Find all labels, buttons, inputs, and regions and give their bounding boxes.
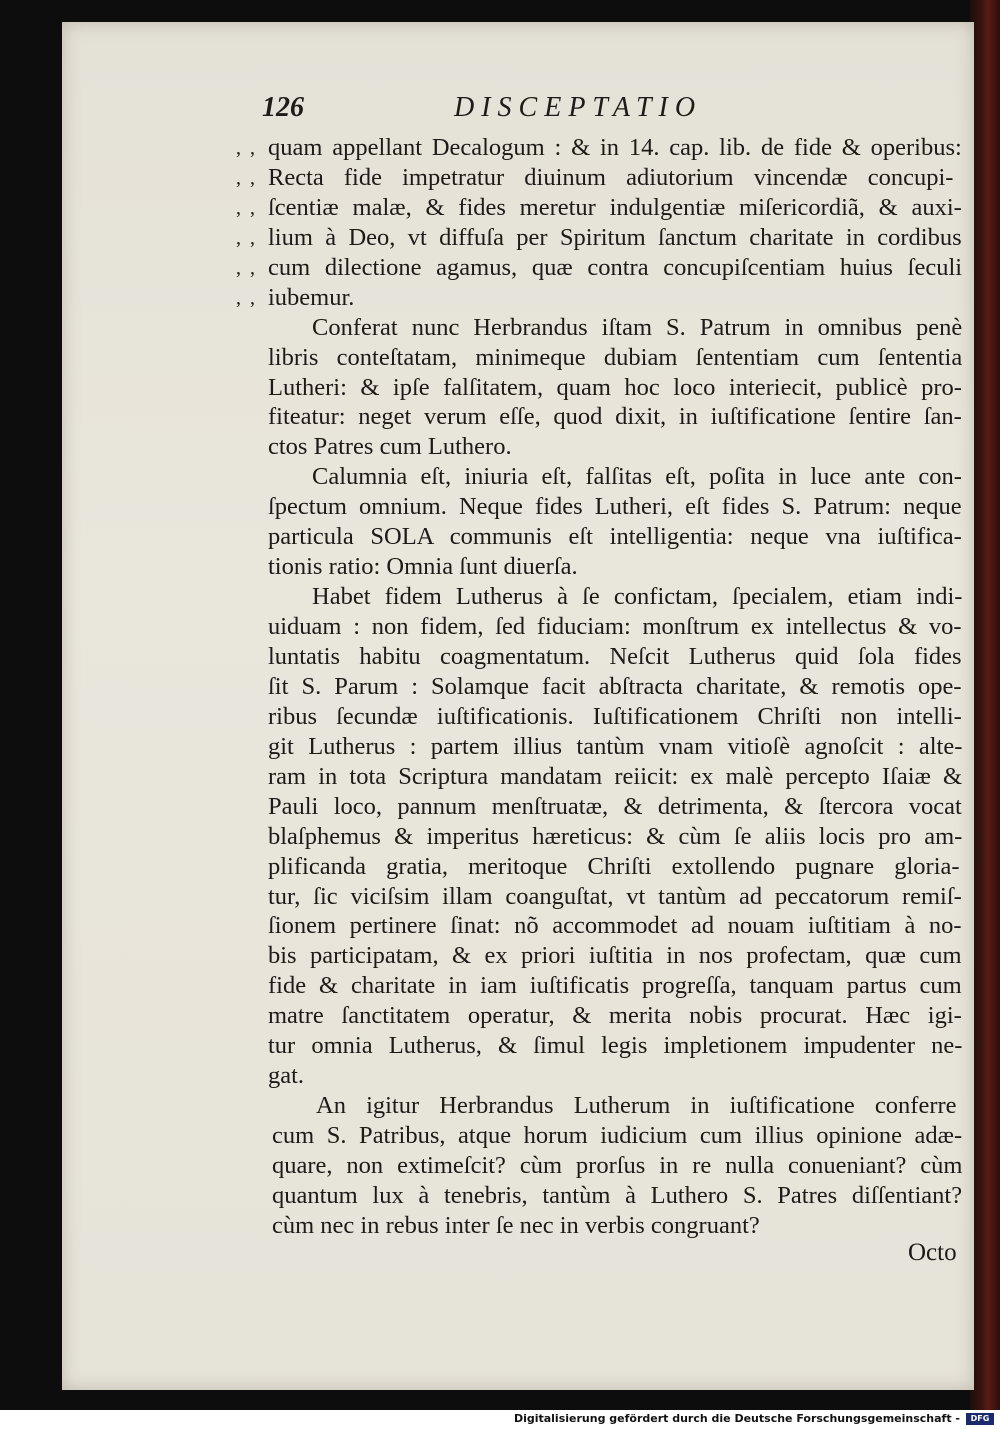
text-line: cùm nec in rebus inter ſe nec in verbis congruant? (272, 1211, 760, 1239)
book-edge (970, 0, 1000, 1410)
text-line: fide & charitate in iam iuſtificatis progreſſa, tanquam partus cum (268, 972, 962, 1000)
text-line: bis participatam, & ex priori iuſtitia in nos profectam, quæ cum (268, 942, 962, 970)
text-line: Habet fidem Lutherus à ſe confictam, ſpecialem, etiam indi- (312, 583, 963, 611)
running-head (262, 92, 962, 132)
text-line: An igitur Herbrandus Lutherum in iuſtificatione conferre (316, 1092, 957, 1120)
page-number: 126 (262, 92, 304, 123)
text-line: matre ſanctitatem operatur, & merita nobis procurat. Hæc igi- (268, 1002, 962, 1030)
text-line: lium à Deo, vt diffuſa per Spiritum ſanctum charitate in cordibus (268, 223, 962, 251)
text-line: tur omnia Lutherus, & ſimul legis impletionem impudenter ne- (268, 1032, 963, 1060)
text-line: quam appellant Decalogum : & in 14. cap. lib. de fide & operibus: (268, 134, 962, 161)
text-line: quantum lux à tenebris, tantùm à Luthero S. Patres diſſentiant? (272, 1181, 963, 1209)
text-line: fiteatur: neget verum eſſe, quod dixit, in iuſtificatione ſentire ſan- (268, 403, 962, 431)
quote-mark: , , (236, 196, 257, 219)
text-line: cum dilectione agamus, quæ contra concupiſcentiam huius ſeculi (268, 253, 963, 281)
text-line: libris conteſtatam, minimeque dubiam ſententiam cum ſententia (268, 343, 963, 371)
running-head-title: DISCEPTATIO (454, 92, 703, 123)
quote-mark: , , (236, 286, 257, 309)
quote-mark: , , (236, 137, 257, 159)
footer-bar (0, 1410, 1000, 1429)
quote-mark: , , (236, 166, 257, 189)
text-line: ſit S. Parum : Solamque facit abſtracta charitate, & remotis ope- (268, 672, 962, 700)
text-line: luntatis habitu coagmentatum. Neſcit Lutherus quid ſola fides (268, 642, 962, 670)
text-line: uiduam : non fidem, ſed fiduciam: monſtrum ex intellectus & vo- (268, 613, 962, 641)
text-line: quare, non extimeſcit? cùm prorſus in re nulla conueniant? cùm (272, 1151, 963, 1179)
text-line: ram in tota Scriptura mandatam reiicit: ex malè percepto Iſaiæ & (268, 762, 963, 790)
text-line: Conferat nunc Herbrandus iſtam S. Patrum in omnibus penè (312, 313, 963, 341)
text-line: tionis ratio: Omnia ſunt diuerſa. (268, 553, 578, 581)
text-line: ſionem pertinere ſinat: nõ accommodet ad nouam iuſtitiam à no- (268, 912, 962, 940)
quote-mark: , , (236, 226, 257, 249)
dfg-logo: DFG (966, 1413, 994, 1425)
text-line: ribus ſecundæ iuſtificationis. Iuſtificationem Chriſti non intelli- (268, 702, 962, 730)
text-line: particula SOLA communis eſt intelligentia: neque vna iuſtifica- (268, 523, 962, 551)
text-line: ſpectum omnium. Neque fides Lutheri, eſt fides S. Patrum: neque (268, 493, 962, 521)
text-line: blaſphemus & imperitus hæreticus: & cùm ſe aliis locis pro am- (268, 822, 963, 850)
text-line: Lutheri: & ipſe falſitatem, quam hoc loco interiecit, publicè pro- (268, 373, 962, 401)
text-line: iubemur. (268, 283, 355, 311)
text-line: ctos Patres cum Luthero. (268, 433, 512, 461)
text-line: gat. (268, 1062, 305, 1090)
footer-credit: Digitalisierung gefördert durch die Deutsche Forschungsgemeinschaft - (513, 1412, 960, 1425)
text-line: Recta fide impetratur diuinum adiutorium vincendæ concupi- (268, 163, 954, 191)
text-line: Calumnia eſt, iniuria eſt, falſitas eſt, poſita in luce ante con- (312, 463, 962, 491)
text-line: plificanda gratia, meritoque Chriſti extollendo pugnare gloria- (268, 852, 960, 880)
text-line: cum S. Patribus, atque horum iudicium cum illius opinione adæ- (272, 1122, 963, 1150)
text-line: tur, ſic viciſsim illam coanguſtat, vt tantùm ad peccatorum remiſ- (268, 882, 962, 910)
catchword: Octo (908, 1239, 957, 1266)
text-line: Pauli loco, pannum menſtruatæ, & detrimenta, & ſtercora vocat (268, 792, 962, 820)
text-line: ſcentiæ malæ, & fides meretur indulgentiæ miſericordiã, & auxi- (268, 193, 962, 221)
text-line: git Lutherus : partem illius tantùm vnam vitioſè agnoſcit : alte- (268, 732, 963, 760)
quote-mark: , , (236, 256, 257, 279)
